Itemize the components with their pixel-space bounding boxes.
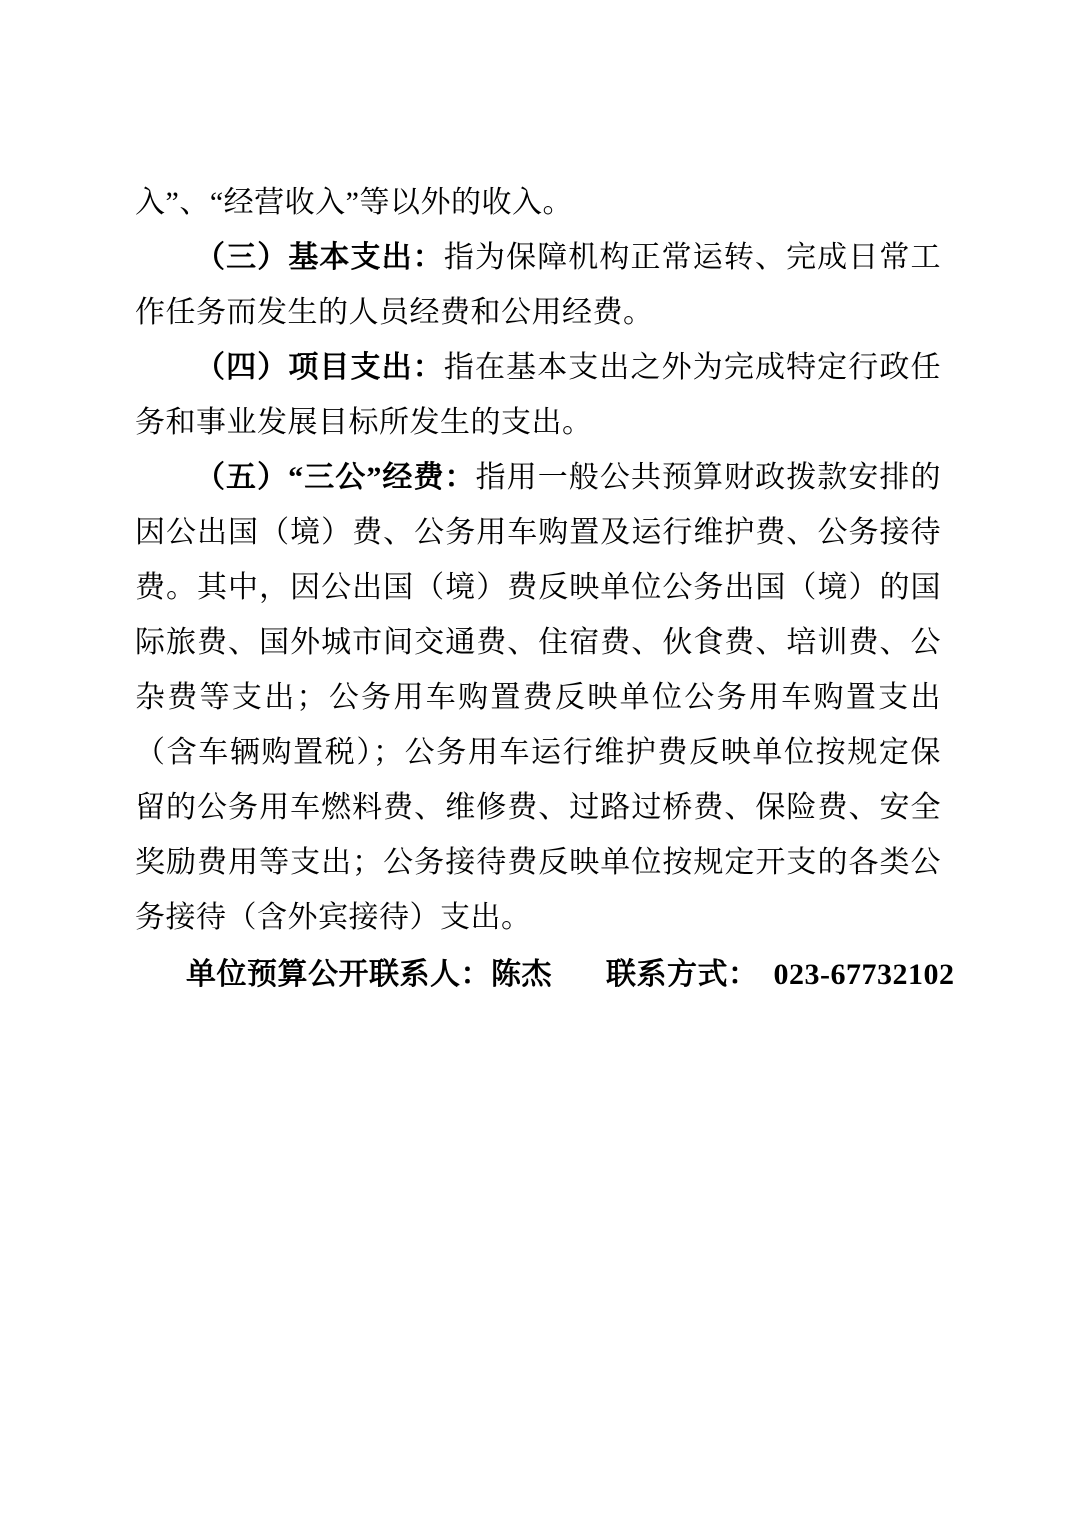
- paragraph-three-public-funds: [135, 450, 941, 945]
- paragraph-project-expenditure: [135, 340, 941, 450]
- content-area: [135, 175, 955, 1002]
- continuation-text: 入”、“经营收入”等以外的收入。: [135, 186, 573, 219]
- paragraph-text: 指为保障机构正常运转、完成日常工作任务而发生的人员经费和公用经费。: [135, 241, 942, 329]
- continuation-paragraph: [135, 175, 941, 230]
- paragraph-label: （三）基本支出：: [195, 241, 444, 274]
- contact-method-label: 联系方式：: [606, 958, 759, 991]
- paragraph-label: （四）项目支出：: [195, 351, 444, 384]
- paragraph-text: 指在基本支出之外为完成特定行政任务和事业发展目标所发生的支出。: [135, 351, 942, 439]
- paragraph-basic-expenditure: [135, 230, 941, 340]
- paragraph-label: （五）“三公”经费：: [195, 461, 476, 494]
- contact-line: [135, 947, 955, 1002]
- paragraph-text: 指用一般公共预算财政拨款安排的因公出国（境）费、公务用车购置及运行维护费、公务接待费。其中，因公出国（境）费反映单位公务出国（境）的国际旅费、国外城市间交通费、住宿费、伙食费、培训费、公杂费等支出；公务用车购置费反映单位公务用车购置支出（含车辆购置税）；公务用车运行维护费反映单位按规定保留的公务用车燃料费、维修费、过路过桥费、保险费、安全奖励费用等支出；公务接待费反映单位按规定开支的各类公务接待（含外宾接待）支出。: [135, 461, 941, 934]
- contact-phone: 023-67732102: [773, 958, 955, 991]
- contact-name: 陈杰: [491, 958, 552, 991]
- contact-label: 单位预算公开联系人：: [186, 958, 491, 991]
